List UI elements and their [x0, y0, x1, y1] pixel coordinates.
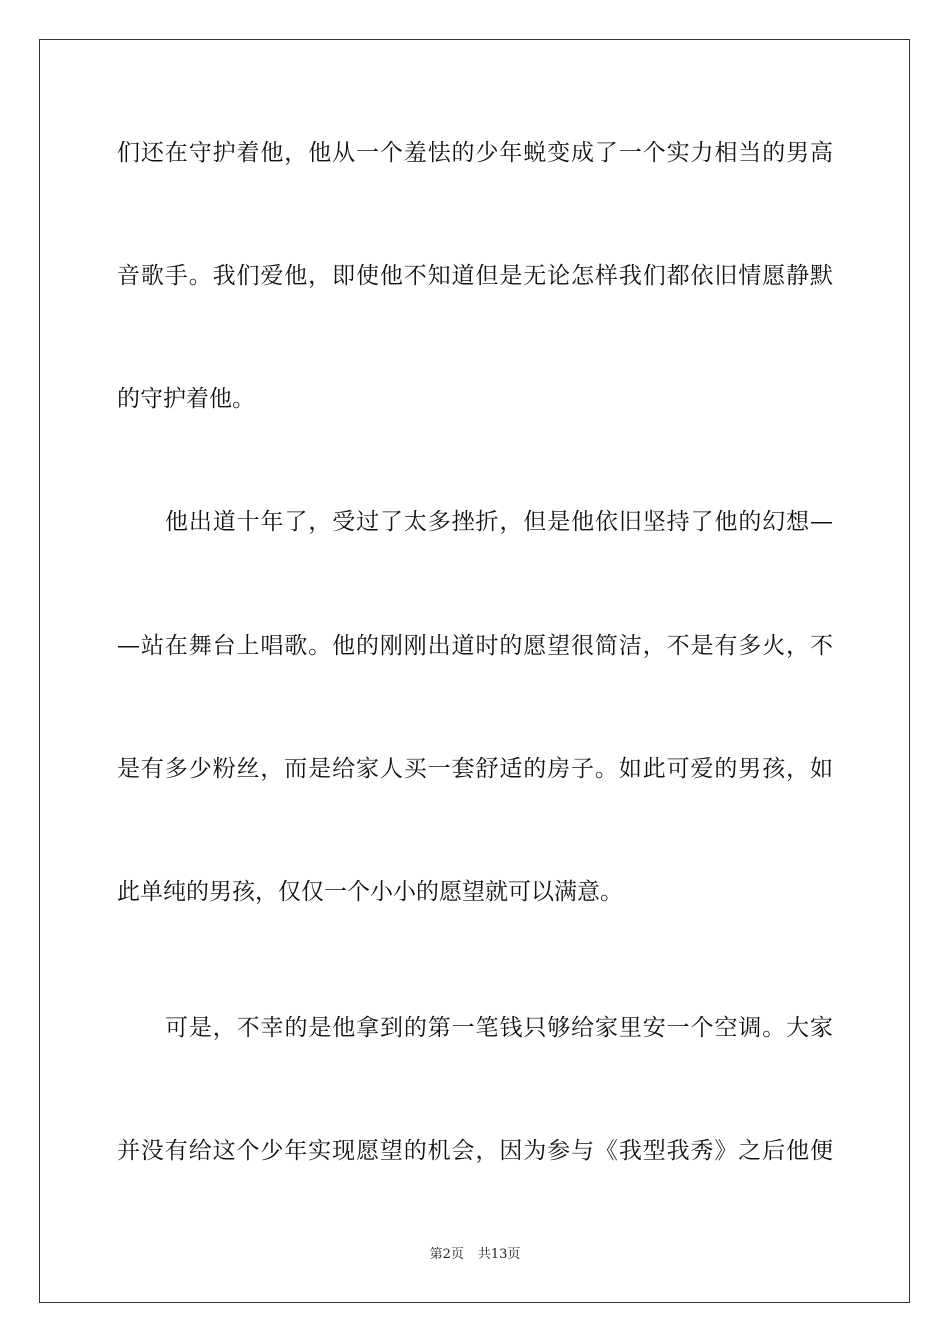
page-footer — [0, 1246, 950, 1264]
page-border — [39, 39, 910, 1303]
paragraph-first-line: 可是，不幸的是他拿到的第一笔钱只够给家里安一个空调。大家 — [165, 1015, 833, 1041]
body-text-line: 的守护着他。 — [117, 386, 255, 412]
body-text-line: 们还在守护着他，他从一个羞怯的少年蜕变成了一个实力相当的男高 — [117, 140, 833, 166]
body-text-line: —站在舞台上唱歌。他的刚刚出道时的愿望很简洁，不是有多火，不 — [117, 633, 833, 659]
body-text-line: 是有多少粉丝，而是给家人买一套舒适的房子。如此可爱的男孩，如 — [117, 756, 833, 782]
body-text-line: 并没有给这个少年实现愿望的机会，因为参与《我型我秀》之后他便 — [117, 1138, 833, 1164]
paragraph-first-line: 他出道十年了，受过了太多挫折，但是他依旧坚持了他的幻想— — [165, 509, 833, 535]
page-total: 共13页 — [477, 1247, 521, 1262]
body-text-line: 此单纯的男孩，仅仅一个小小的愿望就可以满意。 — [117, 879, 623, 905]
body-text-line: 音歌手。我们爱他，即使他不知道但是无论怎样我们都依旧情愿静默 — [117, 263, 833, 289]
page-number: 第2页 — [429, 1247, 464, 1262]
